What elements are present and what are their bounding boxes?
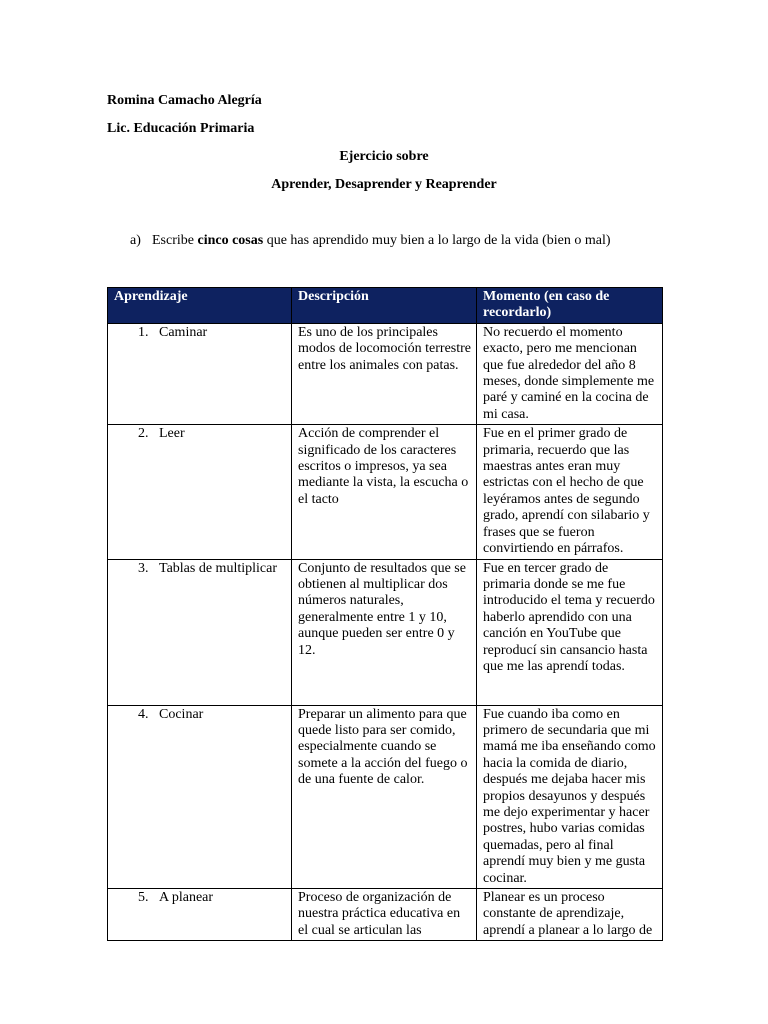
item-label: Leer [159, 426, 185, 442]
description-cell: Proceso de organización de nuestra práctica educativa en el cual se articulan las [292, 888, 477, 940]
learning-cell [108, 705, 292, 888]
exercise-title: Ejercicio sobre [339, 149, 429, 164]
learning-cell [108, 425, 292, 559]
table-row [108, 425, 663, 559]
item-number: 3. [138, 560, 149, 576]
item-number: 2. [138, 426, 149, 442]
author-name: Romina Camacho Alegría [107, 93, 262, 108]
item-number: 4. [138, 706, 149, 722]
table-row [108, 705, 663, 888]
table-row [108, 323, 663, 424]
description-cell: Conjunto de resultados que se obtienen al multiplicar dos números naturales, generalmente entre 1 y 10, aunque pueden ser entre 0 y 12. [292, 559, 477, 705]
column-header-moment: Momento (en caso de recordarlo) [477, 288, 663, 324]
table-row [108, 559, 663, 705]
item-number: 1. [138, 324, 149, 340]
moment-cell: Fue cuando iba como en primero de secundaria que mi mamá me iba enseñando como hacia la comida de diario, después me dejaba hacer mis propios desayunos y después me dejo experimentar y hacer postres, hubo varias comidas quemadas, pero al final aprendí muy bien y me gusta cocinar. [477, 705, 663, 888]
exercise-subtitle: Aprender, Desaprender y Reaprender [271, 177, 497, 192]
moment-cell: Planear es un proceso constante de aprendizaje, aprendí a planear a lo largo de [477, 888, 663, 940]
item-label: Cocinar [159, 706, 204, 722]
table-row [108, 888, 663, 940]
question-text-end: que has aprendido muy bien a lo largo de la vida (bien o mal) [263, 233, 611, 248]
description-cell: Es uno de los principales modos de locomoción terrestre entre los animales con patas. [292, 323, 477, 424]
item-label: A planear [159, 889, 214, 905]
description-cell: Acción de comprender el significado de los caracteres escritos o impresos, ya sea mediante la vista, la escucha o el tacto [292, 425, 477, 559]
learning-cell [108, 559, 292, 705]
column-header-description: Descripción [292, 288, 477, 324]
moment-cell: Fue en tercer grado de primaria donde se me fue introducido el tema y recuerdo haberlo aprendido con una canción en YouTube que reproducí sin cansancio hasta que me las aprendí todas. [477, 559, 663, 705]
learning-cell [108, 323, 292, 424]
item-label: Tablas de multiplicar [159, 560, 277, 576]
moment-cell: No recuerdo el momento exacto, pero me mencionan que fue alrededor del año 8 meses, donde simplemente me paré y caminé en la cocina de mi casa. [477, 323, 663, 424]
learning-table [107, 287, 663, 941]
question-letter: a) [130, 233, 141, 248]
item-label: Caminar [159, 324, 208, 340]
table-header-row [108, 288, 663, 324]
description-cell: Preparar un alimento para que quede listo para ser comido, especialmente cuando se somete a la acción del fuego o de una fuente de calor. [292, 705, 477, 888]
learning-cell [108, 888, 292, 940]
column-header-learning: Aprendizaje [108, 288, 292, 324]
question-a [130, 232, 611, 250]
question-text-start: Escribe [152, 233, 198, 248]
moment-cell: Fue en el primer grado de primaria, recuerdo que las maestras antes eran muy estrictas con el hecho de que leyéramos antes de segundo grado, aprendí con silabario y frases que se fueron convirtiendo en párrafos. [477, 425, 663, 559]
degree-program: Lic. Educación Primaria [107, 121, 255, 136]
question-text-bold: cinco cosas [197, 233, 264, 248]
item-number: 5. [138, 889, 149, 905]
